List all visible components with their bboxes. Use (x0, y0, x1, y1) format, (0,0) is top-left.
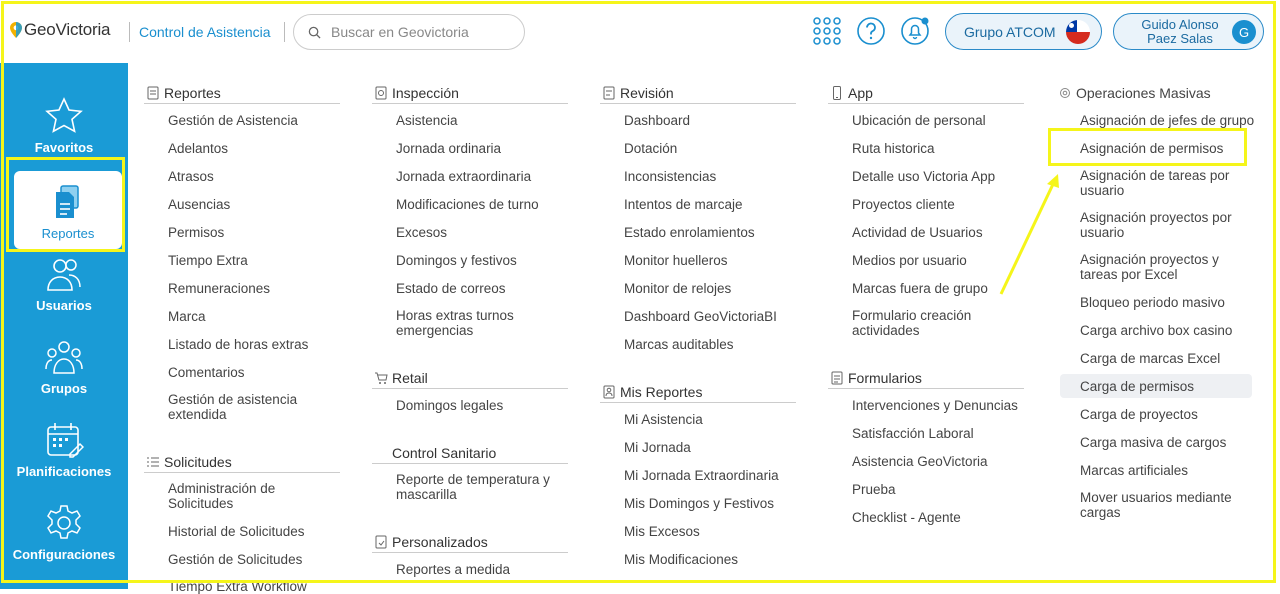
header-divider (284, 22, 285, 42)
company-name: Grupo ATCOM (964, 23, 1056, 40)
annotation-arrow-icon (995, 172, 1065, 297)
menu-item-carga-proyectos[interactable]: Carga de proyectos (1080, 407, 1198, 422)
section-formularios: Formularios (828, 367, 1024, 389)
menu-item-carga-marcas-excel[interactable]: Carga de marcas Excel (1080, 351, 1221, 366)
menu-item-permisos[interactable]: Permisos (168, 225, 225, 240)
notifications-bell-icon[interactable] (900, 16, 930, 46)
mobile-phone-icon (830, 86, 844, 100)
menu-item-comentarios[interactable]: Comentarios (168, 365, 245, 380)
gear-icon (44, 503, 84, 543)
reports-icon (48, 182, 88, 222)
menu-item-carga-archivo-box-casino[interactable]: Carga archivo box casino (1080, 323, 1233, 338)
company-selector-button[interactable] (945, 13, 1102, 50)
cart-icon (374, 371, 388, 385)
sidebar-item-favoritos[interactable]: Favoritos (0, 83, 128, 163)
menu-item-ausencias[interactable]: Ausencias (168, 197, 231, 212)
groups-icon (44, 337, 84, 377)
menu-item-asistencia[interactable]: Asistencia (396, 113, 458, 128)
sidebar-item-grupos[interactable]: Grupos (0, 324, 128, 404)
section-mis-reportes: Mis Reportes (600, 381, 796, 403)
section-revision: Revisión (600, 82, 796, 104)
menu-item-satisfaccion-laboral[interactable]: Satisfacción Laboral (852, 426, 974, 441)
avatar: G (1232, 20, 1256, 44)
section-reportes: Reportes (144, 82, 340, 104)
menu-item-reportes-medida[interactable]: Reportes a medida (396, 562, 511, 577)
menu-item-asignacion-permisos[interactable]: Asignación de permisos (1080, 141, 1224, 156)
menu-item-carga-masiva-cargos[interactable]: Carga masiva de cargos (1080, 435, 1227, 450)
search-icon (308, 26, 321, 39)
logo-text: GeoVictoria (24, 20, 111, 39)
menu-item-asignacion-proyectos-usuario[interactable]: Asignación proyectos por usuario (1080, 210, 1232, 240)
menu-item-prueba[interactable]: Prueba (852, 482, 896, 497)
menu-item-mi-jornada-extraordinaria[interactable]: Mi Jornada Extraordinaria (624, 468, 779, 483)
menu-item-mis-excesos[interactable]: Mis Excesos (624, 524, 700, 539)
inspection-icon (374, 86, 388, 100)
menu-item-asignacion-proyectos-tareas-excel[interactable]: Asignación proyectos y tareas por Excel (1080, 252, 1219, 282)
menu-item-carga-permisos[interactable]: Carga de permisos (1080, 379, 1195, 394)
menu-item-dashboard-geovictoriabi[interactable]: Dashboard GeoVictoriaBI (624, 309, 777, 324)
sidebar-item-reportes[interactable]: Reportes (14, 171, 122, 249)
sidebar-item-usuarios[interactable]: Usuarios (0, 241, 128, 321)
section-app: App (828, 82, 1024, 104)
menu-item-estado-enrolamientos[interactable]: Estado enrolamientos (624, 225, 755, 240)
menu-item-adelantos[interactable]: Adelantos (168, 141, 229, 156)
menu-item-marca[interactable]: Marca (168, 309, 206, 324)
menu-item-checklist-agente[interactable]: Checklist - Agente (852, 510, 961, 525)
menu-item-mover-usuarios-cargas[interactable]: Mover usuarios mediante cargas (1080, 490, 1232, 520)
section-inspeccion: Inspección (372, 82, 568, 104)
section-operaciones-masivas: Operaciones Masivas (1056, 82, 1252, 104)
menu-item-asignacion-tareas-usuario[interactable]: Asignación de tareas por usuario (1080, 168, 1230, 198)
menu-item-dotacion[interactable]: Dotación (624, 141, 678, 156)
custom-report-icon (374, 535, 388, 549)
menu-item-gestion-solicitudes[interactable]: Gestión de Solicitudes (168, 552, 303, 567)
geovictoria-logo[interactable] (10, 20, 110, 40)
calendar-icon (44, 420, 84, 460)
menu-item-tiempo-extra-workflow[interactable]: Tiempo Extra Workflow (168, 579, 307, 594)
menu-item-mis-modificaciones[interactable]: Mis Modificaciones (624, 552, 739, 567)
sidebar (0, 63, 128, 589)
menu-item-horas-extras-turnos[interactable]: Horas extras turnos emergencias (396, 308, 514, 338)
menu-item-bloqueo-periodo-masivo[interactable]: Bloqueo periodo masivo (1080, 295, 1225, 310)
location-pin-icon (10, 22, 22, 38)
menu-item-jornada-extraordinaria[interactable]: Jornada extraordinaria (396, 169, 532, 184)
section-personalizados: Personalizados (372, 531, 568, 553)
menu-item-administracion-solicitudes[interactable]: Administración de Solicitudes (168, 481, 276, 511)
menu-item-mi-asistencia[interactable]: Mi Asistencia (624, 412, 703, 427)
search-input[interactable] (331, 24, 511, 40)
menu-item-remuneraciones[interactable]: Remuneraciones (168, 281, 271, 296)
bulk-operations-gear-icon (1058, 86, 1072, 100)
star-icon (44, 96, 84, 136)
menu-item-listado-horas-extras[interactable]: Listado de horas extras (168, 337, 309, 352)
personal-report-icon (602, 385, 616, 399)
menu-item-intentos-marcaje[interactable]: Intentos de marcaje (624, 197, 743, 212)
menu-item-ubicacion-personal[interactable]: Ubicación de personal (852, 113, 986, 128)
menu-item-jornada-ordinaria[interactable]: Jornada ordinaria (396, 141, 502, 156)
menu-item-historial-solicitudes[interactable]: Historial de Solicitudes (168, 524, 305, 539)
menu-item-proyectos-cliente[interactable]: Proyectos cliente (852, 197, 955, 212)
menu-item-medios-usuario[interactable]: Medios por usuario (852, 253, 967, 268)
section-retail: Retail (372, 367, 568, 389)
section-control-sanitario: Control Sanitario (372, 442, 568, 464)
sidebar-item-configuraciones[interactable]: Configuraciones (0, 490, 128, 570)
header-divider (129, 22, 130, 42)
menu-item-marcas-auditables[interactable]: Marcas auditables (624, 337, 734, 352)
menu-item-mi-jornada[interactable]: Mi Jornada (624, 440, 691, 455)
user-menu-button[interactable] (1113, 13, 1264, 50)
menu-item-mis-domingos-festivos[interactable]: Mis Domingos y Festivos (624, 496, 775, 511)
menu-item-gestion-asistencia[interactable]: Gestión de Asistencia (168, 113, 298, 128)
menu-item-dashboard[interactable]: Dashboard (624, 113, 691, 128)
help-icon[interactable] (856, 16, 886, 46)
app-title[interactable]: Control de Asistencia (139, 24, 271, 40)
menu-item-inconsistencias[interactable]: Inconsistencias (624, 169, 717, 184)
menu-item-ruta-historica[interactable]: Ruta historica (852, 141, 935, 156)
menu-item-estado-correos[interactable]: Estado de correos (396, 281, 506, 296)
review-icon (602, 86, 616, 100)
form-icon (830, 371, 844, 385)
user-name: Guido Alonso Paez Salas (1141, 16, 1219, 46)
menu-item-actividad-usuarios[interactable]: Actividad de Usuarios (852, 225, 983, 240)
sidebar-item-planificaciones[interactable]: Planificaciones (0, 407, 128, 487)
menu-item-excesos[interactable]: Excesos (396, 225, 448, 240)
menu-item-gestion-asistencia-extendida[interactable]: Gestión de asistencia extendida (168, 392, 298, 422)
menu-item-tiempo-extra[interactable]: Tiempo Extra (168, 253, 248, 268)
menu-item-reporte-temperatura[interactable]: Reporte de temperatura y mascarilla (396, 472, 550, 502)
menu-item-asignacion-jefes-grupo[interactable]: Asignación de jefes de grupo (1080, 113, 1255, 128)
document-icon (146, 86, 160, 100)
menu-item-domingos-legales[interactable]: Domingos legales (396, 398, 504, 413)
search-box[interactable] (293, 14, 525, 50)
users-icon (44, 254, 84, 294)
chile-flag-icon (1066, 20, 1090, 44)
top-header (0, 0, 1280, 63)
menu-item-marcas-artificiales[interactable]: Marcas artificiales (1080, 463, 1189, 478)
menu-item-detalle-uso-app[interactable]: Detalle uso Victoria App (852, 169, 996, 184)
menu-item-asistencia-geovictoria[interactable]: Asistencia GeoVictoria (852, 454, 988, 469)
menu-item-atrasos[interactable]: Atrasos (168, 169, 214, 184)
menu-item-formulario-creacion[interactable]: Formulario creación actividades (852, 308, 972, 338)
menu-item-monitor-relojes[interactable]: Monitor de relojes (624, 281, 732, 296)
menu-item-intervenciones-denuncias[interactable]: Intervenciones y Denuncias (852, 398, 1018, 413)
section-solicitudes: Solicitudes (144, 451, 340, 473)
menu-item-monitor-huelleros[interactable]: Monitor huelleros (624, 253, 728, 268)
apps-grid-icon[interactable] (812, 16, 842, 46)
menu-item-domingos-festivos[interactable]: Domingos y festivos (396, 253, 517, 268)
menu-item-modificaciones-turno[interactable]: Modificaciones de turno (396, 197, 539, 212)
menu-item-marcas-fuera-grupo[interactable]: Marcas fuera de grupo (852, 281, 988, 296)
list-icon (146, 455, 160, 469)
